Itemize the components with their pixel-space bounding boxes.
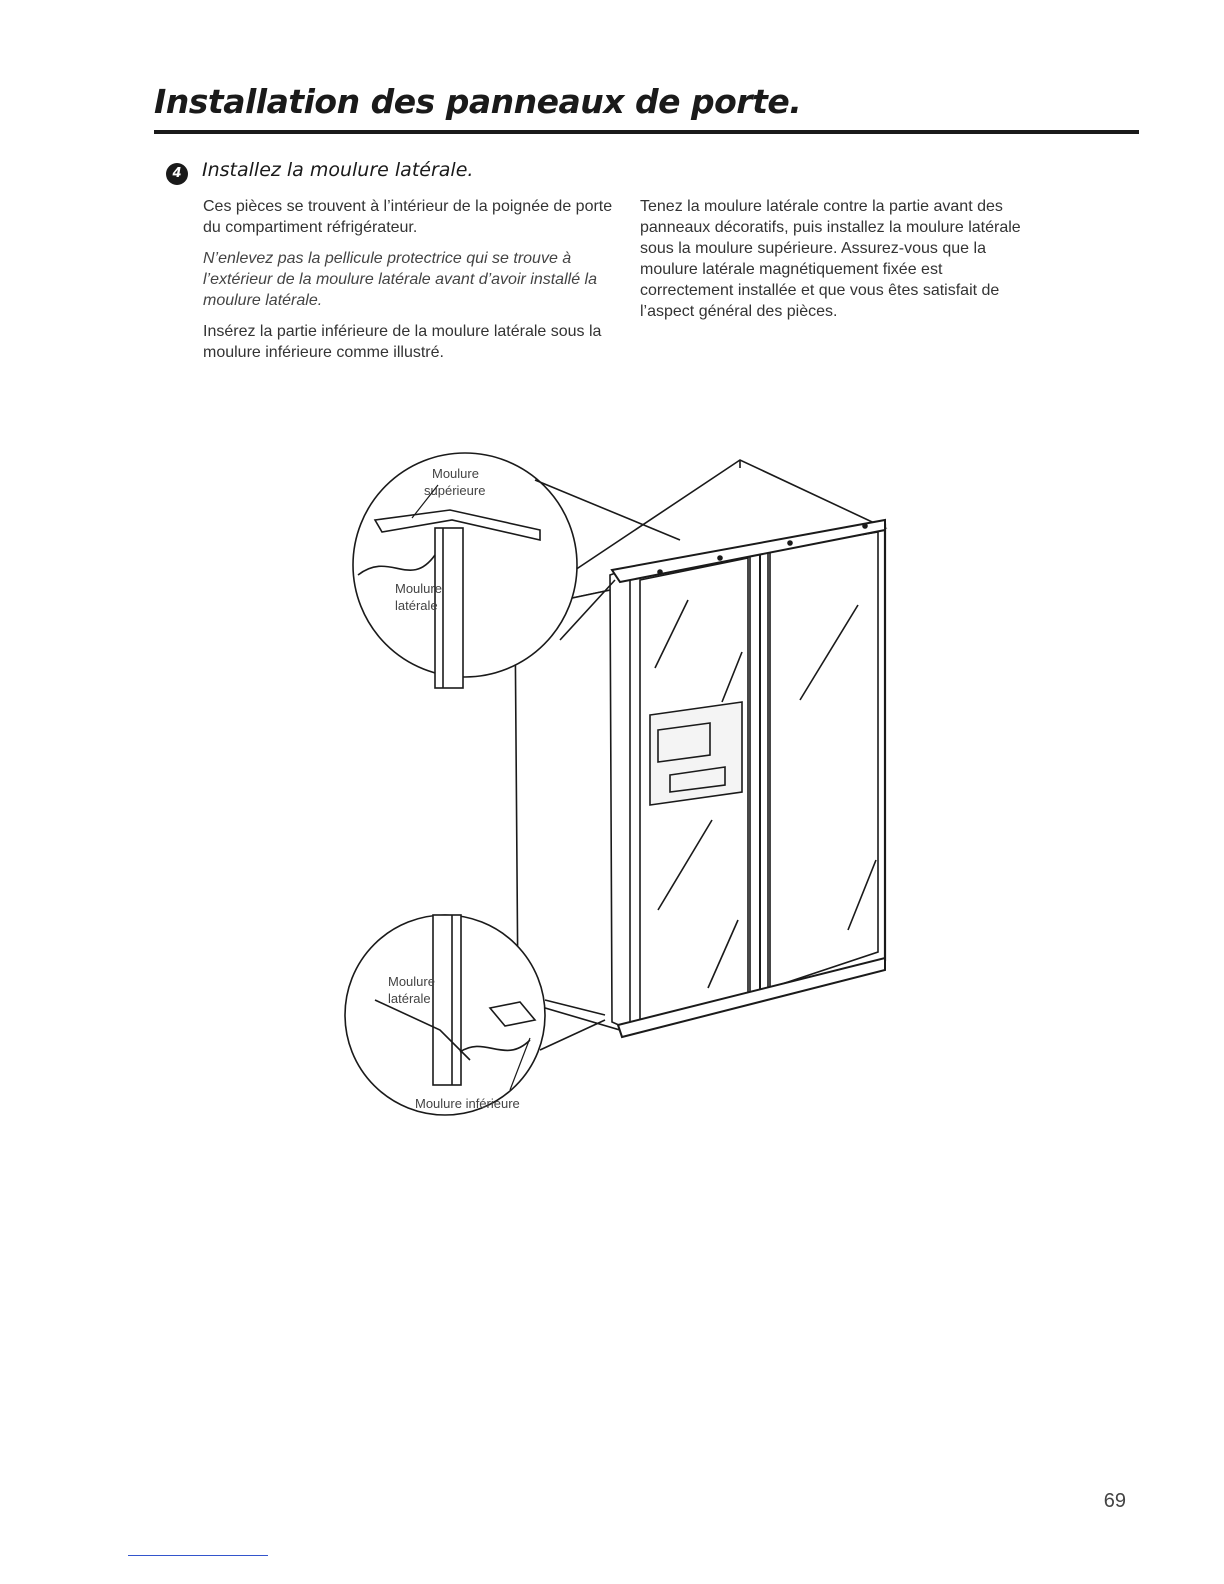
protective-film-note: N’enlevez pas la pellicule protectrice qui se trouve à l’extérieur de la moulure latérale avant d’avoir installé la moulure latérale. [203,250,597,309]
refrigerator-diagram [340,440,900,1140]
left-paragraph-2: Insérez la partie inférieure de la moulure latérale sous la moulure inférieure comme illustré. [203,323,602,361]
refrigerator-doors [610,520,885,1037]
step-number-badge: 4 [166,163,188,185]
bottom-side-callout-label-2: latérale [388,991,431,1006]
right-paragraph-1: Tenez la moulure latérale contre la partie avant des panneaux décoratifs, puis installez la moulure latérale sous la moulure supérieure. Assurez-vous que la moulure latérale magnétiquement fixée est correctement installée et que vous êtes satisfait de l’aspect général des pièces. [640,198,1021,320]
top-callout-label-2: supérieure [424,483,486,498]
title-rule [154,130,1139,134]
page-number: 69 [1103,1490,1126,1512]
footer-link-underline [128,1555,268,1556]
right-column [640,196,1040,332]
top-side-callout-label-2: latérale [395,598,438,613]
bottom-callout-label: Moulure inférieure [415,1096,520,1111]
bottom-side-callout-label-1: Moulure [388,974,435,989]
step-heading: Installez la moulure latérale. [202,159,474,181]
left-paragraph-1: Ces pièces se trouvent à l’intérieur de la poignée de porte du compartiment réfrigérateur. [203,198,613,236]
left-column [203,196,623,373]
page-title: Installation des panneaux de porte. [154,82,802,121]
top-callout-label-1: Moulure [432,466,479,481]
top-side-callout-label-1: Moulure [395,581,442,596]
